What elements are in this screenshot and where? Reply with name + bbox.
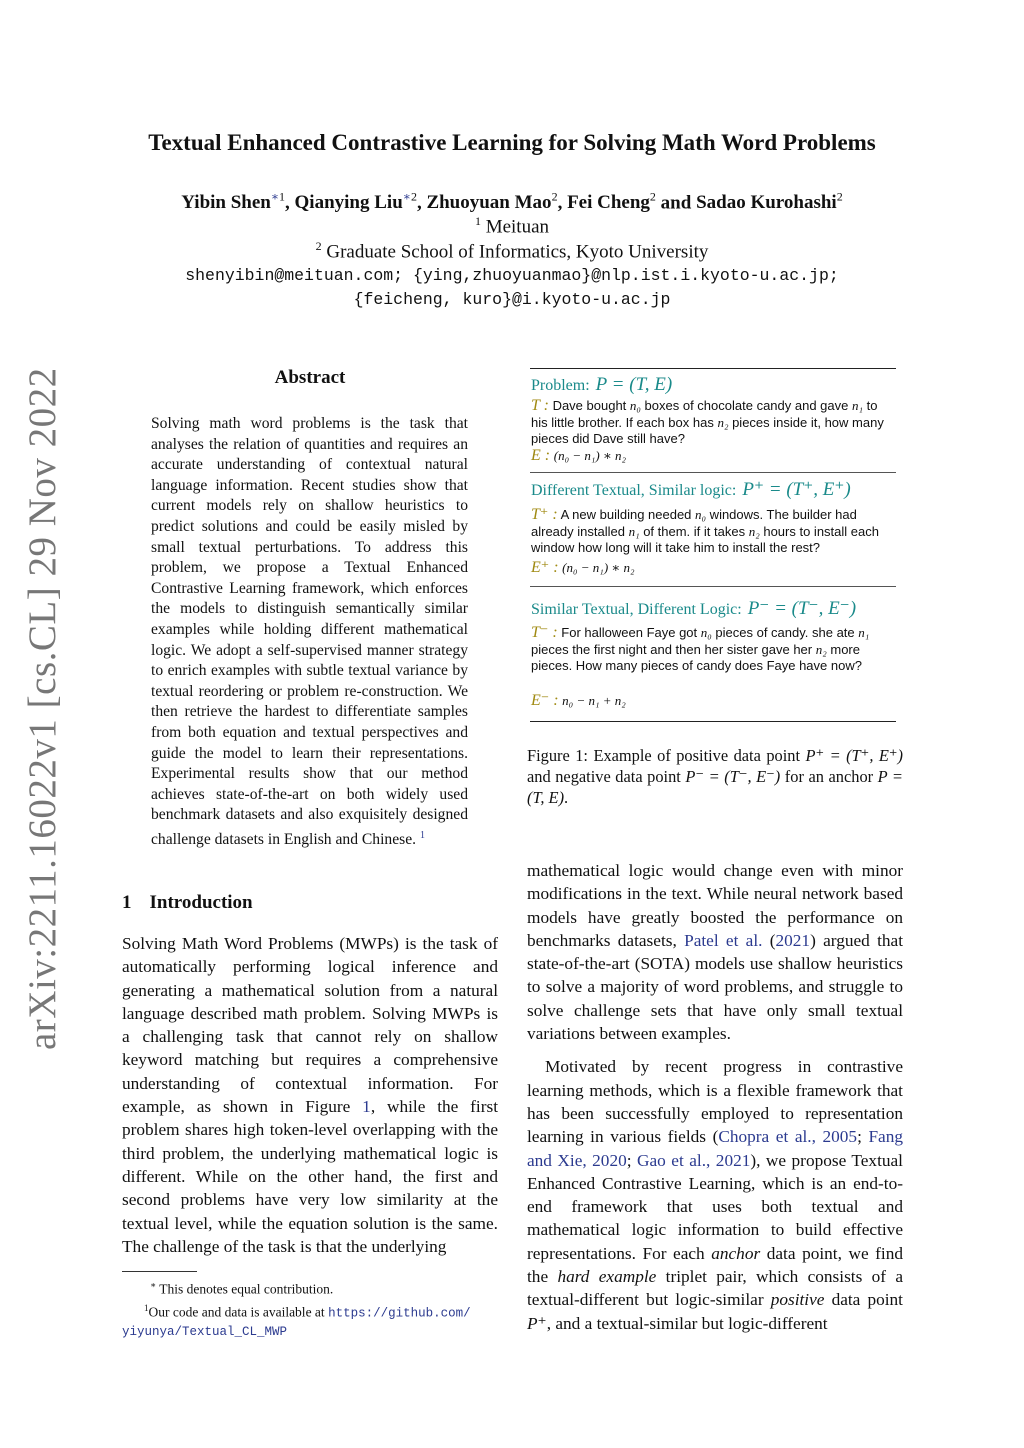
intro-paragraph-1: Solving Math Word Problems (MWPs) is the task of automatically performing logical inference and generating a mathematical solution from a natural language described math problem. Solving MWPs is a challenging task that cannot rely on shallow keyword matching but requires a comprehensive understanding of contextual information. For example, as shown in Figure 1, while the first problem shares high token-level overlapping with the third problem, the underlying mathematical logic is different. While on the other hand, the first and second problems have very low similarity at the textual level, while the equation solution is the same. The challenge of the task is that the underlying <box>122 934 499 1256</box>
paper-title: Textual Enhanced Contrastive Learning for Solving Math Word Problems <box>148 130 876 155</box>
citation-link[interactable]: Gao et al., 2021 <box>637 1150 751 1170</box>
author-2: Qianying Liu$^{∗2}$ <box>294 190 417 214</box>
footnote-divider <box>122 1271 197 1272</box>
citation-link[interactable]: Patel et al. <box>684 930 763 950</box>
email-line-1: shenyibin@meituan.com; {ying,zhuoyuanmao}@nlp.ist.i.kyoto-u.ac.jp; <box>185 266 839 285</box>
figure-block-problem-equation: E : (n₀ − n₁) ∗ n₂ <box>531 447 627 464</box>
footnotes <box>122 1276 502 1341</box>
figure-ref-link[interactable]: 1 <box>362 1097 371 1117</box>
section-heading-introduction: 1 Introduction <box>122 892 253 913</box>
footnote-1: ∗ This denotes equal contribution. <box>150 1280 334 1297</box>
figure-block-negative-header: Similar Textual, Different Logic: P⁻ = (T⁻, E⁻) <box>531 598 857 619</box>
figure-block-positive-text: T⁺ : A new building needed n₀ windows. The builder had already installed n₁ of them. if it takes n₂ hours to install each window how long will it take him to install the rest? <box>531 506 879 555</box>
intro-paragraph-3: Motivated by recent progress in contrastive learning methods, which is a flexible framework that has been successfully employed to representation learning in various fields (Chopra et al., 2005; Fang and Xie, 2020; Gao et al., 2021), we propose Textual Enhanced Contrastive Learning, which is an end-to-end framework that uses both textual and mathematical logic information to build effective representations. For each anchor data point, we find the hard example triplet pair, which consists of a textual-different but logic-similar positive data point P⁺, and a textual-similar but logic-different <box>527 1057 904 1333</box>
citation-year-link[interactable]: 2021 <box>775 930 811 950</box>
figure-separator-2 <box>530 586 896 587</box>
figure-top-rule <box>530 368 896 369</box>
figure-block-positive-header: Different Textual, Similar logic: P⁺ = (T⁺, E⁺) <box>531 479 851 500</box>
abstract-footnote-mark[interactable]: 1 <box>419 829 425 841</box>
arxiv-stamp: arXiv:2211.16022v1 [cs.CL] 29 Nov 2022 <box>21 367 64 1050</box>
figure-block-negative-equation: E⁻ : n₀ − n₁ + n₂ <box>531 692 626 709</box>
figure-separator-1 <box>530 472 896 473</box>
citation-link[interactable]: Fang and Xie, 2020 <box>527 1127 903 1170</box>
figure-caption: Figure 1: Example of positive data point P⁺ = (T⁺, E⁺) and negative data point P⁻ = (T⁻, E⁻) for an anchor P = (T, E). <box>527 746 903 807</box>
figure-block-problem-text: T : Dave bought n₀ boxes of chocolate candy and gave n₁ to his little brother. If each box has n₂ pieces inside it, how many pieces did Dave still have? <box>531 397 884 446</box>
code-url-link[interactable]: https://github.com/ yiyunya/Textual_CL_MWP <box>122 1306 471 1339</box>
author-1: Yibin Shen$^{∗1}$ <box>181 190 286 214</box>
abstract-heading: Abstract <box>274 367 346 388</box>
author-3: Zhuoyuan Mao$^2$ <box>426 190 558 214</box>
email-line-2: {feicheng, kuro}@i.kyoto-u.ac.jp <box>353 290 671 309</box>
affiliation-1: $^1$ Meituan <box>474 214 550 238</box>
figure-block-problem-header: Problem: P = (T, E) <box>531 374 673 395</box>
author-5: Sadao Kurohashi$^2$ <box>696 190 843 214</box>
figure-block-negative-text: T⁻ : For halloween Faye got n₀ pieces of candy. she ate n₁ pieces the first night and then her sister gave her n₂ more pieces. How many pieces of candy does Faye have now? <box>531 624 870 673</box>
citation-link[interactable]: Chopra et al., 2005 <box>718 1127 858 1147</box>
intro-right-column <box>527 859 903 1345</box>
figure-bottom-rule <box>530 721 896 722</box>
footnote-2: $^1$Our code and data is available at https://github.com/ yiyunya/Textual_CL_MWP <box>122 1302 471 1339</box>
intro-paragraph-2: mathematical logic would change even with minor modifications in the text. While neural network based models have greatly boosted the performance on benchmarks datasets, Patel et al. (2021) argued that state-of-the-art (SOTA) models use shallow heuristics to solve a majority of word problems, and struggle to solve challenge sets that have only small textual variations between examples. <box>527 861 903 1044</box>
author-4: Fei Cheng$^2$ <box>567 190 656 214</box>
affiliation-2: $^2$ Graduate School of Informatics, Kyoto University <box>315 239 709 263</box>
author-list: Yibin Shen$^{∗1}$, Qianying Liu$^{∗2}$, Zhuoyuan Mao$^2$, Fei Cheng$^2$ and Sadao Kurohashi$^2$ <box>181 190 843 214</box>
abstract-text: Solving math word problems is the task that analyses the relation of quantities and requires an accurate understanding of contextual natural language information. Recent studies show that current models rely on shallow heuristics to predict solutions and could be easily misled by small textual perturbations. To address this problem, we propose a Textual Enhanced Contrastive Learning framework, which enforces the models to distinguish semantically similar examples while holding different mathematical logic. We adopt a self-supervised manner strategy to enrich examples with subtle textual variance by textual reordering or problem re-construction. We then retrieve the hardest to differentiate samples from both equation and textual perspectives and guide the model to learn their representations. Experimental results show that our method achieves state-of-the-art on both widely used benchmark datasets and also exquisitely designed challenge datasets in English and Chinese. $^1$ <box>151 415 468 849</box>
figure-block-positive-equation: E⁺ : (n₀ − n₁) ∗ n₂ <box>531 559 635 576</box>
